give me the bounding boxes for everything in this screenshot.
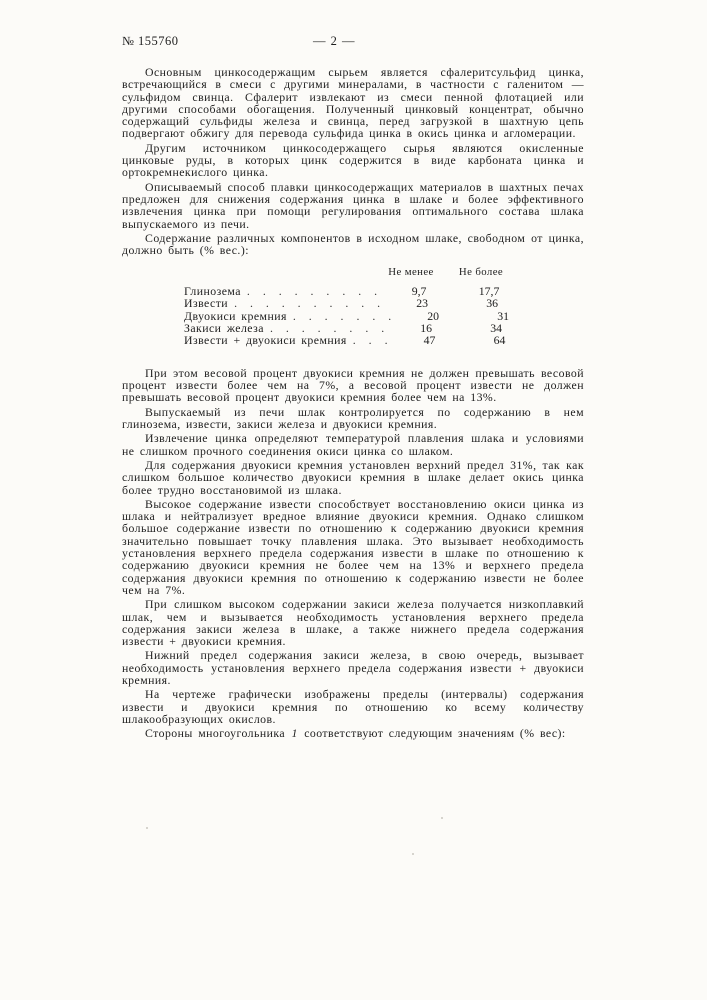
- max-value: 34: [490, 321, 503, 336]
- component-label: Извести: [184, 296, 229, 311]
- table-row: [184, 334, 516, 346]
- body-paragraph: На чертеже графически изображены пределы (интервалы) содержания извести и двуокиси кремния по отношению ко всему количеству шлакообразующих окислов.: [122, 687, 584, 726]
- body-paragraph: Извлечение цинка определяют температурой плавления шлака и условиями не слишком прочного соединения окиси цинка со шлаком.: [122, 431, 584, 458]
- body-paragraph-closing: [122, 727, 584, 739]
- body-paragraph: При слишком высоком содержании закиси железа получается низкоплавкий шлак, чем и вызывается необходимость установления верхнего предела содержания закиси железа в шлаке, а также нижнего предела содержания извести + двуокиси кремния.: [122, 597, 584, 649]
- dot-leader: . . . . . . . . .: [246, 283, 383, 298]
- closing-text-suffix: соответствуют следующим значениям (% вес):: [298, 726, 566, 741]
- body-paragraph: Нижний предел содержания закиси железа, в свою очередь, вызывает необходимость установления верхнего предела содержания извести + двуокиси кремния.: [122, 648, 584, 688]
- dot-leader: . . . . . . . .: [269, 321, 390, 336]
- min-value: 47: [423, 333, 436, 348]
- scan-speck: [441, 817, 443, 819]
- limits-table: [184, 266, 516, 346]
- dot-leader: . . . . . . . . . .: [234, 296, 386, 311]
- column-header-max: Не более: [458, 266, 504, 279]
- page-header: [122, 34, 584, 49]
- min-value: 9,7: [411, 283, 427, 298]
- page-content: [122, 34, 584, 742]
- max-value: 64: [493, 333, 506, 348]
- table-row: [184, 297, 516, 309]
- body-paragraph: Основным цинкосодержащим сырьем является сфалеритсульфид цинка, встречающийся в смеси с другими минералами, в частности с галенитом — сульфидом свинца. Сфалерит извлекают из смеси пенной флотацией или другими способами обогащения. Полученный цинковый концентрат, обычно содержащий сульфиды железа и свинца, перед загрузкой в шахтную цепь подвергают обжигу для перевода сульфида цинка в окись цинка и агломерации.: [122, 65, 584, 141]
- component-label: Глинозема: [184, 283, 241, 298]
- min-value: 16: [420, 321, 433, 336]
- max-value: 17,7: [478, 283, 500, 298]
- min-value: 23: [416, 296, 429, 311]
- figure-reference: 1: [291, 726, 298, 741]
- min-value: 20: [427, 308, 440, 323]
- body-paragraph: Описываемый способ плавки цинкосодержащих материалов в шахтных печах предложен для снижения содержания цинка в шлаке и более эффективного извлечения цинка при помощи регулирования оптимального состава шлака выпускаемого из печи.: [122, 179, 584, 231]
- scan-speck: [412, 853, 414, 855]
- body-paragraph: Выпускаемый из печи шлак контролируется по содержанию в нем глинозема, извести, закиси железа и двуокиси кремния.: [122, 404, 584, 432]
- body-paragraph: Для содержания двуокиси кремния установлен верхний предел 31%, так как слишком большое количество двуокиси кремния в шлаке делает окись цинка более трудно восстановимой из шлака.: [122, 457, 584, 497]
- body-paragraph: Высокое содержание извести способствует восстановлению окиси цинка из шлака и нейтрализует вредное влияние двуокиси кремния. Однако слишком большое содержание извести по отношению к содержанию двуокиси кремния значительно повышает точку плавления шлака. Это вызывает необходимость установления верхнего предела содержания извести в шлаке по отношению к содержанию двуокиси кремния не более чем на 13% и верхнего предела содержания двуокиси кремния по отношению к содержанию извести не более чем на 7%.: [122, 496, 584, 597]
- page-number: — 2 —: [313, 34, 356, 48]
- body-paragraph: Содержание различных компонентов в исходном шлаке, свободном от цинка, должно быть (% вес.):: [122, 230, 584, 258]
- dot-leader: . . . . . . .: [292, 308, 397, 323]
- dot-leader: . . .: [352, 333, 393, 348]
- patent-number: № 155760: [122, 34, 179, 48]
- max-value: 36: [486, 296, 499, 311]
- column-header-min: Не менее: [388, 266, 434, 279]
- table-header-row: [184, 266, 516, 278]
- scan-speck: [146, 827, 148, 829]
- component-label: Извести + двуокиси кремния: [184, 333, 347, 348]
- closing-text-prefix: Стороны многоугольника: [145, 726, 291, 741]
- body-paragraph: Другим источником цинкосодержащего сырья являются окисленные цинковые руды, в которых цинк содержится в виде карбоната цинка и ортокремнекислого цинка.: [122, 140, 584, 180]
- max-value: 31: [497, 308, 510, 323]
- body-paragraph: При этом весовой процент двуокиси кремния не должен превышать весовой процент извести более чем на 7%, а весовой процент извести не должен превышать весовой процент двуокиси кремния более чем на 13%.: [122, 365, 584, 405]
- component-label: Двуокиси кремния: [184, 308, 287, 323]
- component-label: Закиси железа: [184, 321, 264, 336]
